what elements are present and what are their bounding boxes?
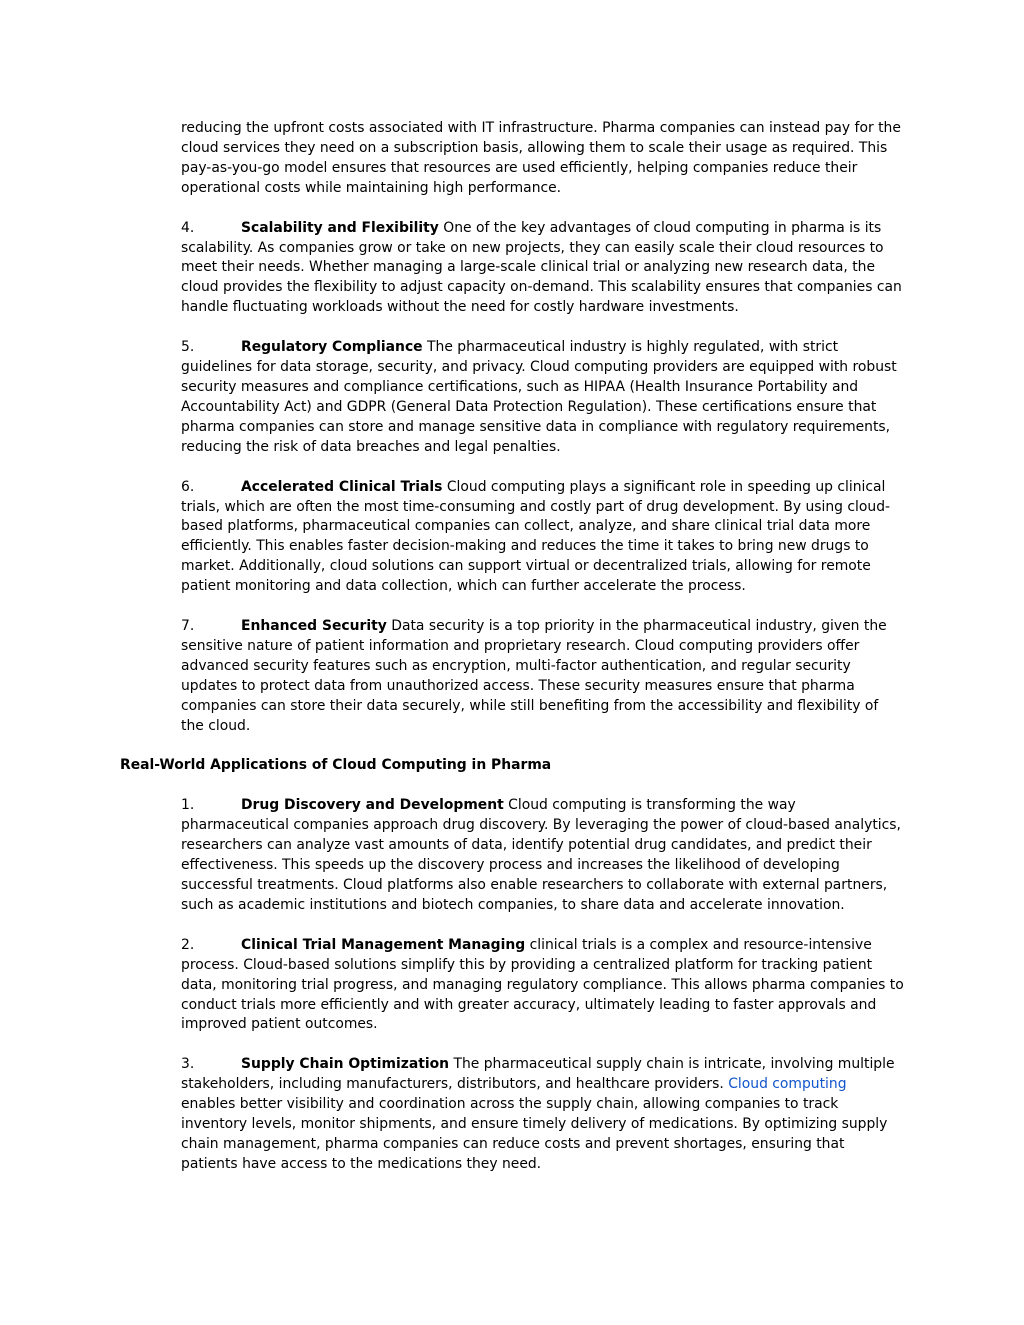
- benefit-item-security: [0, 617, 904, 736]
- benefit-text: One of the key advantages of cloud computing in pharma is its scalability. As companies grow or take on new projects, they can easily scale their cloud resources to meet their needs. Whether managing a large-scale clinical trial or analyzing new research data, the cloud provides the flexibility to adjust capacity on-demand. This scalability ensures that companies can handle fluctuating workloads without the need for costly hardware investments.: [181, 219, 902, 316]
- benefit-text: Data security is a top priority in the pharmaceutical industry, given the sensitive nature of patient information and proprietary research. Cloud computing providers offer advanced security features such as encryption, multi-factor authentication, and regular security updates to protect data from unauthorized access. These security measures ensure that pharma companies can store their data securely, while still benefiting from the accessibility and flexibility of the cloud.: [181, 618, 887, 734]
- cloud-computing-link[interactable]: Cloud computing: [728, 1076, 847, 1093]
- application-item-supply-chain: [0, 1055, 904, 1174]
- application-title: Drug Discovery and Development: [241, 797, 504, 814]
- list-number: 4.: [181, 219, 195, 236]
- benefit-text: Cloud computing plays a significant role in speeding up clinical trials, which are often the most time-consuming and costly part of drug development. By using cloud-based platforms, pharmaceutical companies can collect, analyze, and share clinical trial data more efficiently. This enables faster decision-making and reduces the time it takes to bring new drugs to market. Additionally, cloud solutions can support virtual or decentralized trials, allowing for remote patient monitoring and data collection, which can further accelerate the process.: [181, 478, 891, 595]
- list-number: 6.: [181, 478, 195, 495]
- list-number: 7.: [181, 618, 195, 635]
- benefit-item-regulatory-compliance: [0, 338, 904, 457]
- benefit-title: Accelerated Clinical Trials: [241, 478, 443, 495]
- intro-paragraph: [0, 119, 904, 199]
- application-item-trial-management: [0, 936, 904, 1036]
- application-item-drug-discovery: [0, 796, 904, 915]
- application-text: clinical trials is a complex and resource-intensive process. Cloud-based solutions simplify this by providing a centralized platform for tracking patient data, monitoring trial progress, and managing regulatory compliance. This allows pharma companies to conduct trials more efficiently and with greater accuracy, ultimately leading to faster approvals and improved patient outcomes.: [181, 936, 904, 1033]
- application-text-before-link: The pharmaceutical supply chain is intricate, involving multiple stakeholders, including manufacturers, distributors, and healthcare providers.: [181, 1056, 895, 1093]
- document-content: [0, 119, 1024, 1195]
- benefit-text: The pharmaceutical industry is highly regulated, with strict guidelines for data storage, security, and privacy. Cloud computing providers are equipped with robust security measures and compliance certifications, such as HIPAA (Health Insurance Portability and Accountability Act) and GDPR (General Data Protection Regulation). These certifications ensure that pharma companies can store and manage sensitive data in compliance with regulatory requirements, reducing the risk of data breaches and legal penalties.: [181, 339, 897, 455]
- application-text-after-link: enables better visibility and coordination across the supply chain, allowing companies to track inventory levels, monitor shipments, and ensure timely delivery of medications. By optimizing supply chain management, pharma companies can reduce costs and prevent shortages, ensuring that patients have access to the medications they need.: [181, 1096, 888, 1172]
- application-title: Supply Chain Optimization: [241, 1056, 450, 1073]
- benefit-title: Scalability and Flexibility: [241, 219, 439, 236]
- list-number: 2.: [181, 936, 195, 953]
- list-number: 3.: [181, 1056, 195, 1073]
- application-text: Cloud computing is transforming the way pharmaceutical companies approach drug discovery. By leveraging the power of cloud-based analytics, researchers can analyze vast amounts of data, identify potential drug candidates, and predict their effectiveness. This speeds up the discovery process and increases the likelihood of developing successful treatments. Cloud platforms also enable researchers to collaborate with external partners, such as academic institutions and biotech companies, to share data and accelerate innovation.: [181, 797, 901, 913]
- list-number: 1.: [181, 797, 195, 814]
- application-title: Clinical Trial Management Managing: [241, 936, 526, 953]
- intro-text: reducing the upfront costs associated with IT infrastructure. Pharma companies can instead pay for the cloud services they need on a subscription basis, allowing them to scale their usage as required. This pay-as-you-go model ensures that resources are used efficiently, helping companies reduce their operational costs while maintaining high performance.: [181, 120, 901, 196]
- benefit-item-clinical-trials: [0, 478, 904, 597]
- benefit-title: Enhanced Security: [241, 618, 387, 635]
- benefit-item-scalability: [0, 219, 904, 319]
- benefit-title: Regulatory Compliance: [241, 339, 423, 356]
- section-heading: Real-World Applications of Cloud Computing in Pharma: [120, 757, 552, 774]
- list-number: 5.: [181, 339, 195, 356]
